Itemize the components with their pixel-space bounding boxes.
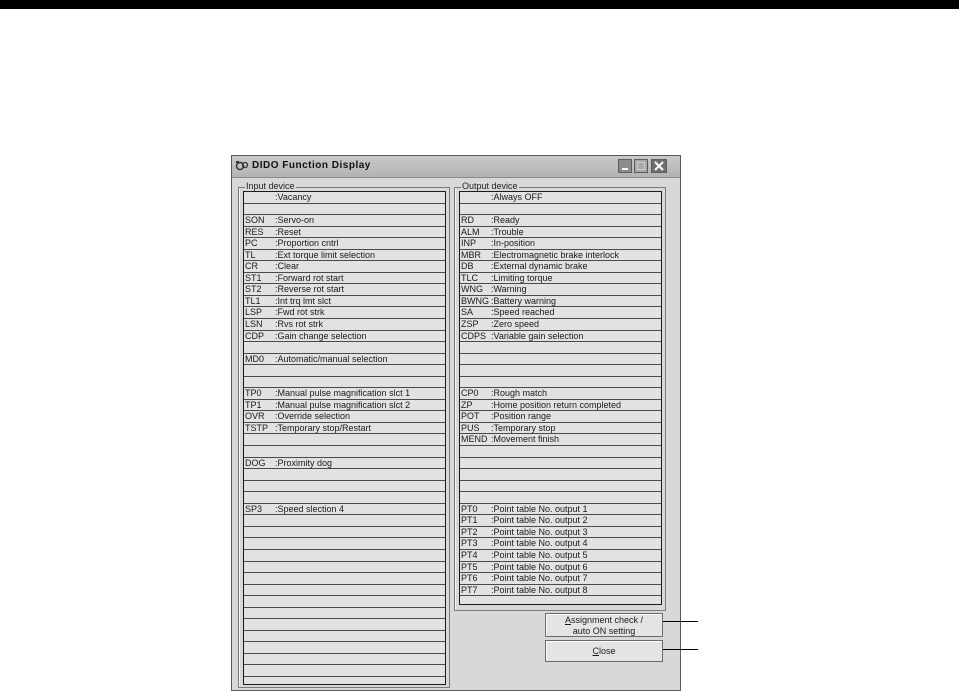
list-item[interactable] bbox=[460, 446, 661, 458]
list-item[interactable] bbox=[244, 400, 445, 412]
signal-code bbox=[245, 192, 275, 203]
list-item[interactable] bbox=[460, 469, 661, 481]
signal-code: RD bbox=[461, 215, 474, 226]
list-item[interactable] bbox=[460, 331, 661, 343]
signal-code bbox=[245, 642, 275, 653]
signal-description: :Proximity dog bbox=[275, 457, 333, 468]
list-item[interactable] bbox=[460, 250, 661, 262]
list-item[interactable] bbox=[244, 631, 445, 643]
signal-code bbox=[245, 515, 275, 526]
signal-code: RES bbox=[245, 226, 264, 237]
signal-description: :Position range bbox=[491, 411, 552, 422]
signal-description: :Point table No. output 2 bbox=[491, 515, 588, 526]
signal-code: PT4 bbox=[461, 549, 478, 560]
signal-description: :Zero speed bbox=[491, 319, 540, 330]
list-item[interactable] bbox=[244, 238, 445, 250]
signal-description: :Manual pulse magnification slct 1 bbox=[275, 388, 411, 399]
signal-code: TSTP bbox=[245, 422, 269, 433]
list-item[interactable] bbox=[244, 550, 445, 562]
list-item[interactable] bbox=[460, 388, 661, 400]
list-item[interactable] bbox=[460, 504, 661, 516]
signal-description: :Limiting torque bbox=[491, 272, 553, 283]
list-item[interactable] bbox=[244, 365, 445, 377]
signal-code bbox=[245, 446, 275, 457]
input-device-group bbox=[238, 181, 450, 688]
list-item[interactable] bbox=[460, 573, 661, 585]
signal-code bbox=[245, 596, 275, 607]
signal-code: TP1 bbox=[245, 399, 262, 410]
signal-code: ALM bbox=[461, 226, 480, 237]
list-item[interactable] bbox=[460, 342, 661, 354]
list-item[interactable] bbox=[244, 377, 445, 389]
page-top-rule bbox=[0, 0, 959, 9]
signal-description: :Point table No. output 6 bbox=[491, 561, 588, 572]
output-device-group bbox=[454, 181, 666, 611]
list-item[interactable] bbox=[460, 192, 661, 204]
signal-code bbox=[461, 354, 491, 365]
output-device-list[interactable] bbox=[459, 191, 662, 605]
signal-description: :Forward rot start bbox=[275, 272, 344, 283]
output-device-label: Output device bbox=[462, 181, 518, 191]
list-item[interactable] bbox=[244, 527, 445, 539]
signal-code: CP0 bbox=[461, 388, 479, 399]
list-item[interactable] bbox=[460, 365, 661, 377]
list-item[interactable] bbox=[244, 619, 445, 631]
signal-code bbox=[245, 585, 275, 596]
signal-description: :Movement finish bbox=[491, 434, 560, 445]
signal-description: :Fwd rot strk bbox=[275, 307, 325, 318]
list-item[interactable] bbox=[460, 550, 661, 562]
signal-code: CDPS bbox=[461, 330, 487, 341]
signal-description: :Servo-on bbox=[275, 215, 315, 226]
list-item[interactable] bbox=[460, 215, 661, 227]
signal-description: :Point table No. output 8 bbox=[491, 584, 588, 595]
signal-description: :Override selection bbox=[275, 411, 351, 422]
signal-code bbox=[245, 365, 275, 376]
list-item[interactable] bbox=[244, 284, 445, 296]
signal-code: TLC bbox=[461, 272, 479, 283]
list-item[interactable] bbox=[244, 296, 445, 308]
signal-code bbox=[245, 550, 275, 561]
signal-code: MEND bbox=[461, 434, 488, 445]
list-item[interactable] bbox=[244, 585, 445, 597]
assignment-check-label-line2: auto ON setting bbox=[572, 626, 636, 636]
signal-description: :Reset bbox=[275, 226, 302, 237]
list-item[interactable] bbox=[460, 238, 661, 250]
callout-line-close bbox=[663, 649, 698, 650]
signal-description: :Int trq lmt slct bbox=[275, 295, 332, 306]
signal-code: PT0 bbox=[461, 503, 478, 514]
signal-code bbox=[245, 631, 275, 642]
signal-code bbox=[245, 492, 275, 503]
list-item[interactable] bbox=[244, 261, 445, 273]
signal-code: ZSP bbox=[461, 319, 479, 330]
signal-description: :Home position return completed bbox=[491, 399, 622, 410]
list-item[interactable] bbox=[244, 458, 445, 470]
signal-code: SON bbox=[245, 215, 265, 226]
signal-description: :Clear bbox=[275, 261, 300, 272]
list-item[interactable] bbox=[244, 307, 445, 319]
signal-code bbox=[245, 538, 275, 549]
signal-code bbox=[245, 469, 275, 480]
signal-description: :Automatic/manual selection bbox=[275, 353, 388, 364]
list-item[interactable] bbox=[244, 342, 445, 354]
signal-code: PT1 bbox=[461, 515, 478, 526]
assignment-check-label-rest: ssignment check / bbox=[570, 615, 644, 625]
list-item[interactable] bbox=[244, 354, 445, 366]
list-item[interactable] bbox=[460, 423, 661, 435]
signal-code bbox=[461, 192, 491, 203]
list-item[interactable] bbox=[244, 515, 445, 527]
signal-code bbox=[245, 481, 275, 492]
list-item[interactable] bbox=[244, 434, 445, 446]
list-item[interactable] bbox=[460, 481, 661, 493]
signal-code: CDP bbox=[245, 330, 265, 341]
close-button-label-rest: lose bbox=[598, 646, 616, 656]
signal-code: POT bbox=[461, 411, 480, 422]
input-device-list[interactable] bbox=[243, 191, 446, 685]
list-item[interactable] bbox=[244, 423, 445, 435]
assignment-check-button[interactable] bbox=[545, 613, 663, 637]
signal-description: :In-position bbox=[491, 238, 536, 249]
list-item[interactable] bbox=[244, 469, 445, 481]
list-item[interactable] bbox=[244, 654, 445, 666]
list-item[interactable] bbox=[244, 596, 445, 608]
signal-description: :Point table No. output 7 bbox=[491, 573, 588, 584]
signal-code: PT6 bbox=[461, 573, 478, 584]
list-item[interactable] bbox=[460, 515, 661, 527]
signal-code bbox=[245, 527, 275, 538]
list-item[interactable] bbox=[460, 296, 661, 308]
list-item[interactable] bbox=[460, 538, 661, 550]
input-device-label: Input device bbox=[246, 181, 295, 191]
list-item[interactable] bbox=[460, 273, 661, 285]
signal-code: OVR bbox=[245, 411, 265, 422]
signal-code: SA bbox=[461, 307, 474, 318]
window-title: DIDO Function Display bbox=[252, 160, 371, 171]
signal-code: SP3 bbox=[245, 503, 263, 514]
signal-description: :Variable gain selection bbox=[491, 330, 584, 341]
signal-code: PC bbox=[245, 238, 258, 249]
signal-code: ST1 bbox=[245, 272, 262, 283]
signal-description: :Battery warning bbox=[491, 295, 557, 306]
maximize-icon bbox=[635, 160, 647, 172]
signal-description: :Warning bbox=[491, 284, 527, 295]
signal-description: :Always OFF bbox=[491, 192, 543, 202]
signal-code bbox=[461, 446, 491, 457]
list-item[interactable] bbox=[244, 388, 445, 400]
signal-code bbox=[461, 204, 491, 215]
signal-code: PT7 bbox=[461, 584, 478, 595]
list-item[interactable] bbox=[460, 284, 661, 296]
signal-code: MBR bbox=[461, 249, 481, 260]
signal-code bbox=[461, 458, 491, 469]
close-button-accesskey: C bbox=[592, 646, 599, 656]
signal-code: CR bbox=[245, 261, 258, 272]
signal-code: ZP bbox=[461, 399, 473, 410]
signal-description: :Speed slection 4 bbox=[275, 503, 345, 514]
signal-description: :Ready bbox=[491, 215, 520, 226]
signal-description: :Point table No. output 4 bbox=[491, 538, 588, 549]
list-item[interactable] bbox=[244, 227, 445, 239]
list-item[interactable] bbox=[244, 204, 445, 216]
signal-code bbox=[461, 481, 491, 492]
signal-description: :Ext torque limit selection bbox=[275, 249, 376, 260]
list-item[interactable] bbox=[244, 481, 445, 493]
list-item[interactable] bbox=[244, 411, 445, 423]
signal-code: TL1 bbox=[245, 295, 261, 306]
signal-code: WNG bbox=[461, 284, 483, 295]
list-item[interactable] bbox=[244, 562, 445, 574]
list-item[interactable] bbox=[460, 261, 661, 273]
list-item[interactable] bbox=[244, 538, 445, 550]
list-item[interactable] bbox=[460, 527, 661, 539]
signal-description: :Temporary stop bbox=[491, 422, 556, 433]
minimize-button[interactable] bbox=[618, 159, 632, 173]
signal-description: :Point table No. output 3 bbox=[491, 526, 588, 537]
signal-description: :Proportion cntrl bbox=[275, 238, 339, 249]
list-item[interactable] bbox=[244, 665, 445, 677]
list-item[interactable] bbox=[460, 319, 661, 331]
close-button[interactable] bbox=[545, 640, 663, 662]
list-item[interactable] bbox=[460, 307, 661, 319]
close-icon bbox=[652, 160, 666, 172]
signal-code: BWNG bbox=[461, 295, 489, 306]
list-item[interactable] bbox=[460, 434, 661, 446]
list-item[interactable] bbox=[244, 608, 445, 620]
signal-code bbox=[245, 562, 275, 573]
list-item[interactable] bbox=[460, 400, 661, 412]
assignment-check-label-line1: Assignment check / bbox=[564, 615, 644, 625]
signal-code bbox=[245, 619, 275, 630]
list-item[interactable] bbox=[460, 492, 661, 504]
signal-code: ST2 bbox=[245, 284, 262, 295]
signal-code: LSP bbox=[245, 307, 263, 318]
signal-code: DOG bbox=[245, 457, 266, 468]
signal-code bbox=[245, 434, 275, 445]
signal-code bbox=[245, 654, 275, 665]
list-item[interactable] bbox=[460, 227, 661, 239]
list-item[interactable] bbox=[244, 273, 445, 285]
signal-description: :Speed reached bbox=[491, 307, 555, 318]
signal-description: :Reverse rot start bbox=[275, 284, 345, 295]
signal-code bbox=[461, 365, 491, 376]
list-item[interactable] bbox=[244, 319, 445, 331]
signal-code: LSN bbox=[245, 319, 263, 330]
signal-description: :Rvs rot strk bbox=[275, 319, 324, 330]
list-item[interactable] bbox=[244, 573, 445, 585]
signal-description: :Manual pulse magnification slct 2 bbox=[275, 399, 411, 410]
signal-code: PT2 bbox=[461, 526, 478, 537]
signal-code bbox=[461, 492, 491, 503]
title-bar[interactable] bbox=[232, 156, 680, 178]
list-item[interactable] bbox=[244, 215, 445, 227]
list-item[interactable] bbox=[460, 204, 661, 216]
maximize-button[interactable] bbox=[634, 159, 648, 173]
signal-description: :Point table No. output 1 bbox=[491, 503, 588, 514]
window-close-button[interactable] bbox=[651, 159, 667, 173]
signal-code: PT3 bbox=[461, 538, 478, 549]
signal-code: PUS bbox=[461, 422, 480, 433]
app-icon bbox=[235, 159, 249, 173]
signal-code: PT5 bbox=[461, 561, 478, 572]
list-item[interactable] bbox=[460, 562, 661, 574]
signal-code: DB bbox=[461, 261, 474, 272]
list-item[interactable] bbox=[244, 492, 445, 504]
list-item[interactable] bbox=[460, 354, 661, 366]
signal-code bbox=[461, 469, 491, 480]
signal-code bbox=[245, 342, 275, 353]
list-item[interactable] bbox=[460, 411, 661, 423]
signal-description: :Vacancy bbox=[275, 192, 312, 202]
callout-line-assignment bbox=[663, 621, 698, 622]
signal-code bbox=[245, 377, 275, 388]
signal-description: :Trouble bbox=[491, 226, 524, 237]
dido-function-display-window bbox=[231, 155, 681, 691]
list-item[interactable] bbox=[460, 377, 661, 389]
list-item[interactable] bbox=[244, 504, 445, 516]
signal-code: INP bbox=[461, 238, 477, 249]
signal-code bbox=[461, 377, 491, 388]
signal-description: :Point table No. output 5 bbox=[491, 549, 588, 560]
signal-description: :Gain change selection bbox=[275, 330, 367, 341]
signal-description: :Temporary stop/Restart bbox=[275, 422, 372, 433]
list-item[interactable] bbox=[244, 331, 445, 343]
signal-code bbox=[245, 665, 275, 676]
signal-description: :External dynamic brake bbox=[491, 261, 588, 272]
signal-description: :Rough match bbox=[491, 388, 548, 399]
minimize-icon bbox=[619, 160, 631, 172]
list-item[interactable] bbox=[244, 446, 445, 458]
list-item[interactable] bbox=[244, 192, 445, 204]
signal-description: :Electromagnetic brake interlock bbox=[491, 249, 620, 260]
list-item[interactable] bbox=[460, 585, 661, 597]
list-item[interactable] bbox=[244, 250, 445, 262]
signal-code bbox=[245, 608, 275, 619]
signal-code: MD0 bbox=[245, 353, 265, 364]
signal-code bbox=[245, 204, 275, 215]
list-item[interactable] bbox=[460, 458, 661, 470]
list-item[interactable] bbox=[244, 642, 445, 654]
signal-code: TP0 bbox=[245, 388, 262, 399]
signal-code: TL bbox=[245, 249, 256, 260]
signal-code bbox=[245, 573, 275, 584]
signal-code bbox=[461, 342, 491, 353]
